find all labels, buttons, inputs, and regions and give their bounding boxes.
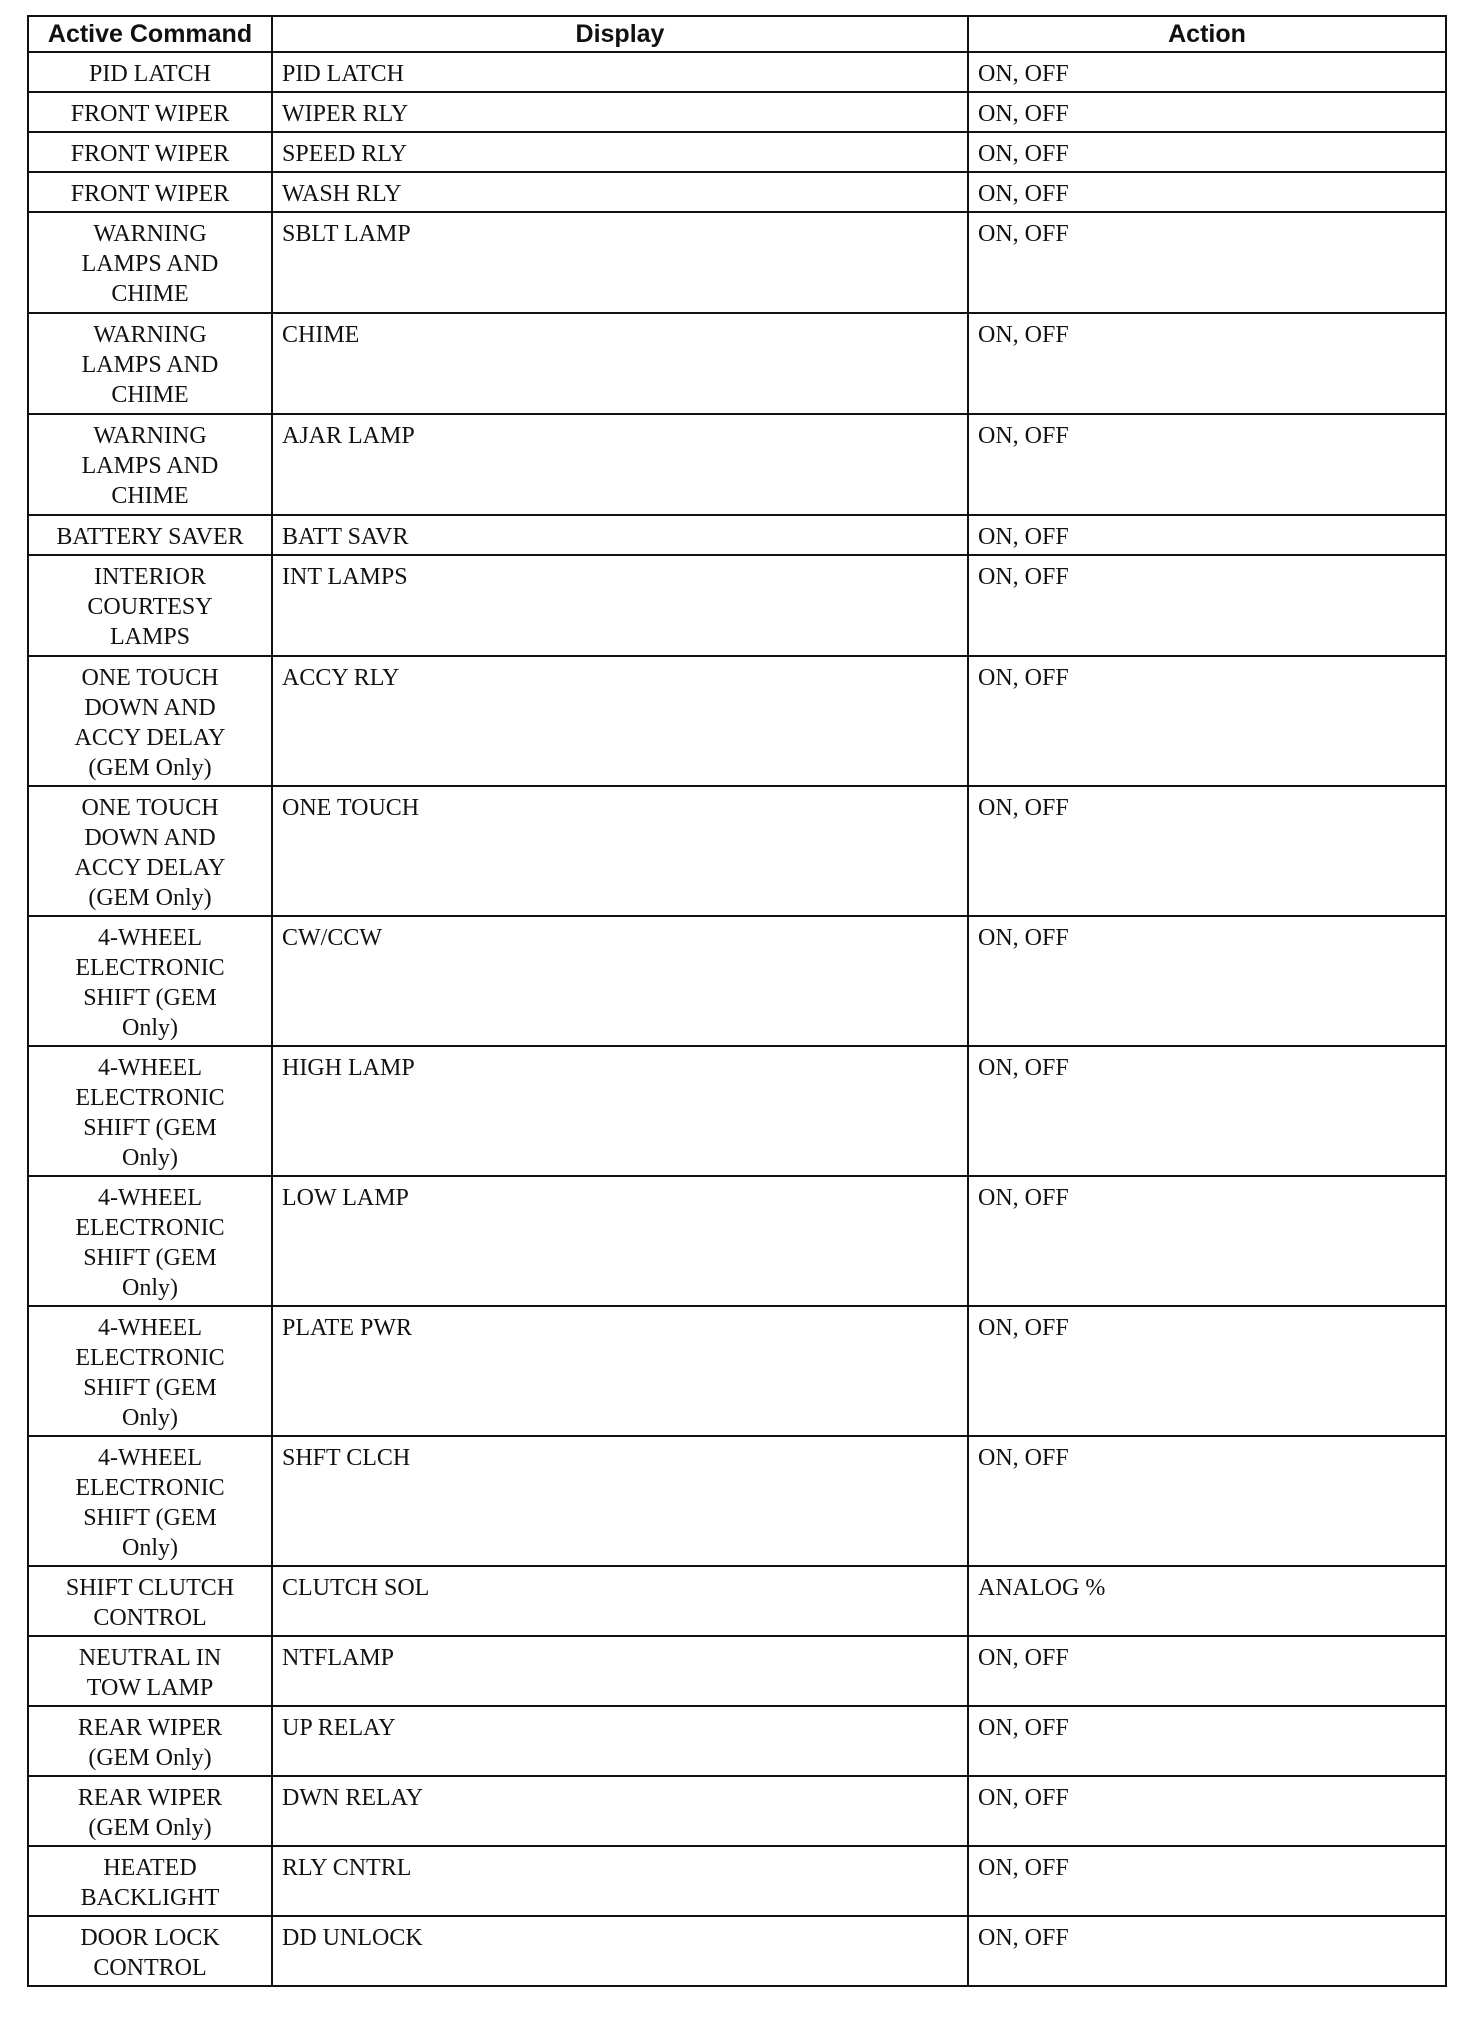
cell-active-command: 4-WHEEL ELECTRONIC SHIFT (GEM Only) [28,1436,272,1566]
cell-display: CHIME [272,313,968,414]
cell-action: ON, OFF [968,1776,1446,1846]
cell-display: WASH RLY [272,172,968,212]
cell-display: SBLT LAMP [272,212,968,313]
cell-active-command: FRONT WIPER [28,132,272,172]
cell-action: ON, OFF [968,1306,1446,1436]
cell-action: ANALOG % [968,1566,1446,1636]
table-row [28,1706,1446,1776]
table-row [28,1776,1446,1846]
cell-action: ON, OFF [968,916,1446,1046]
cell-action: ON, OFF [968,1636,1446,1706]
header-active-command: Active Command [28,16,272,52]
cell-action: ON, OFF [968,1706,1446,1776]
cell-active-command: HEATED BACKLIGHT [28,1846,272,1916]
cell-display: NTFLAMP [272,1636,968,1706]
cell-display: WIPER RLY [272,92,968,132]
cell-action: ON, OFF [968,132,1446,172]
table-row [28,1566,1446,1636]
table-row [28,515,1446,555]
cell-action: ON, OFF [968,52,1446,92]
cell-action: ON, OFF [968,1436,1446,1566]
header-action: Action [968,16,1446,52]
cell-action: ON, OFF [968,313,1446,414]
table-row [28,656,1446,786]
cell-active-command: ONE TOUCH DOWN AND ACCY DELAY (GEM Only) [28,656,272,786]
cell-active-command: PID LATCH [28,52,272,92]
cell-display: ACCY RLY [272,656,968,786]
table-row [28,555,1446,656]
cell-display: INT LAMPS [272,555,968,656]
cell-display: BATT SAVR [272,515,968,555]
cell-active-command: FRONT WIPER [28,172,272,212]
table-row [28,1436,1446,1566]
cell-action: ON, OFF [968,1846,1446,1916]
cell-active-command: 4-WHEEL ELECTRONIC SHIFT (GEM Only) [28,1306,272,1436]
cell-active-command: ONE TOUCH DOWN AND ACCY DELAY (GEM Only) [28,786,272,916]
cell-active-command: INTERIOR COURTESY LAMPS [28,555,272,656]
cell-display: PLATE PWR [272,1306,968,1436]
cell-display: CW/CCW [272,916,968,1046]
cell-active-command: WARNING LAMPS AND CHIME [28,212,272,313]
active-command-table [27,15,1447,1987]
cell-display: UP RELAY [272,1706,968,1776]
cell-action: ON, OFF [968,1046,1446,1176]
cell-action: ON, OFF [968,786,1446,916]
table-row [28,132,1446,172]
table-row [28,786,1446,916]
table-row [28,172,1446,212]
cell-display: SPEED RLY [272,132,968,172]
cell-active-command: 4-WHEEL ELECTRONIC SHIFT (GEM Only) [28,1046,272,1176]
cell-action: ON, OFF [968,172,1446,212]
table-row [28,1636,1446,1706]
table-row [28,212,1446,313]
table-row [28,1306,1446,1436]
cell-display: RLY CNTRL [272,1846,968,1916]
cell-active-command: WARNING LAMPS AND CHIME [28,313,272,414]
cell-active-command: NEUTRAL IN TOW LAMP [28,1636,272,1706]
table-row [28,1176,1446,1306]
table-row [28,414,1446,515]
cell-action: ON, OFF [968,515,1446,555]
cell-display: SHFT CLCH [272,1436,968,1566]
cell-display: PID LATCH [272,52,968,92]
cell-active-command: DOOR LOCK CONTROL [28,1916,272,1986]
cell-display: DD UNLOCK [272,1916,968,1986]
cell-action: ON, OFF [968,1916,1446,1986]
cell-active-command: BATTERY SAVER [28,515,272,555]
cell-active-command: FRONT WIPER [28,92,272,132]
cell-display: DWN RELAY [272,1776,968,1846]
cell-active-command: REAR WIPER (GEM Only) [28,1776,272,1846]
header-row [28,16,1446,52]
cell-active-command: REAR WIPER (GEM Only) [28,1706,272,1776]
table-row [28,313,1446,414]
cell-active-command: WARNING LAMPS AND CHIME [28,414,272,515]
table-row [28,1846,1446,1916]
cell-display: CLUTCH SOL [272,1566,968,1636]
cell-action: ON, OFF [968,92,1446,132]
cell-active-command: SHIFT CLUTCH CONTROL [28,1566,272,1636]
cell-action: ON, OFF [968,212,1446,313]
table-row [28,1916,1446,1986]
table-row [28,1046,1446,1176]
cell-active-command: 4-WHEEL ELECTRONIC SHIFT (GEM Only) [28,1176,272,1306]
header-display: Display [272,16,968,52]
table-row [28,52,1446,92]
cell-display: HIGH LAMP [272,1046,968,1176]
cell-action: ON, OFF [968,555,1446,656]
cell-action: ON, OFF [968,1176,1446,1306]
cell-active-command: 4-WHEEL ELECTRONIC SHIFT (GEM Only) [28,916,272,1046]
cell-action: ON, OFF [968,656,1446,786]
cell-display: AJAR LAMP [272,414,968,515]
table-row [28,92,1446,132]
cell-display: ONE TOUCH [272,786,968,916]
table-row [28,916,1446,1046]
cell-action: ON, OFF [968,414,1446,515]
cell-display: LOW LAMP [272,1176,968,1306]
